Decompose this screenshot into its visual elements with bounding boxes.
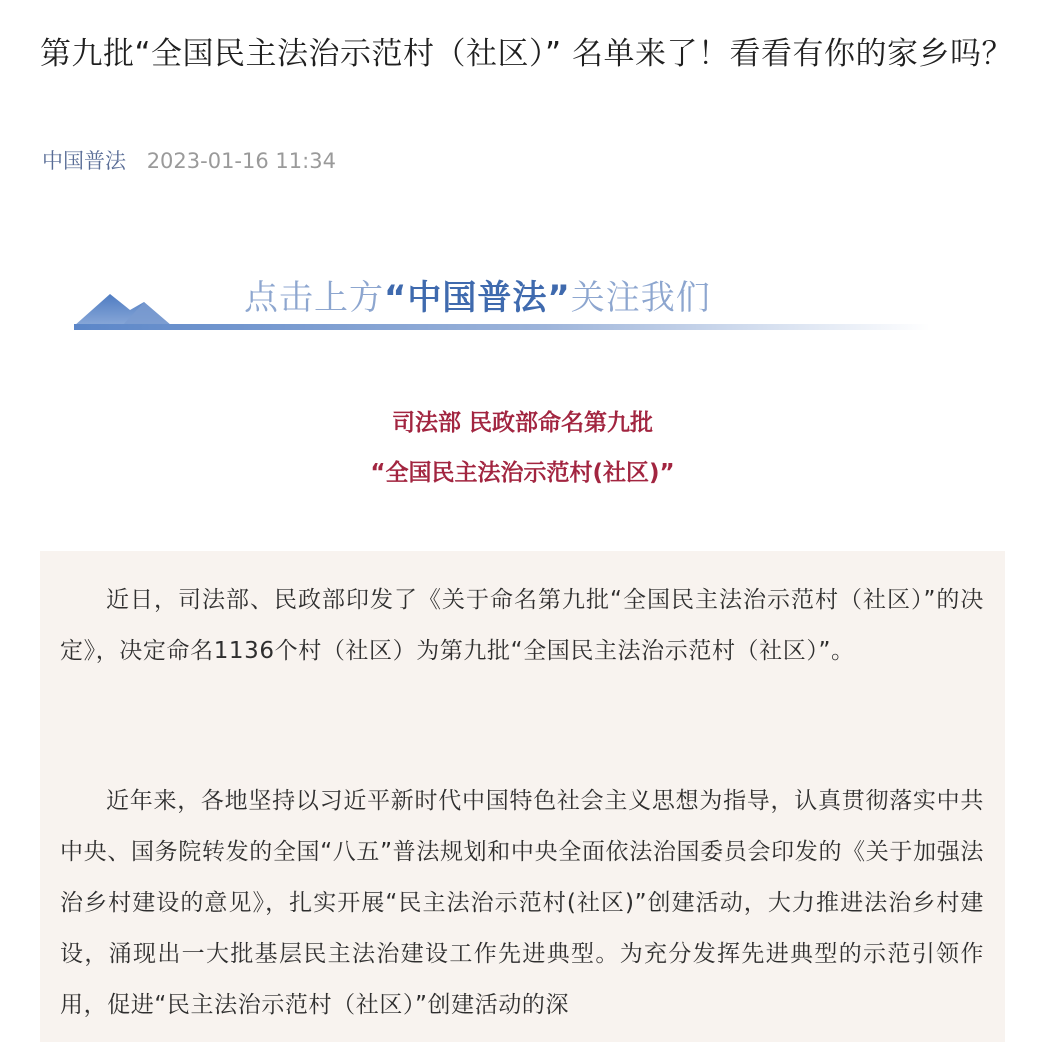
follow-us-text	[244, 276, 711, 320]
article-title: 第九批“全国民主法治示范村（社区）” 名单来了！看看有你的家乡吗？	[40, 36, 1013, 72]
follow-suffix: 关注我们	[570, 278, 711, 318]
article-meta	[42, 147, 336, 175]
banner-underline	[74, 324, 930, 330]
follow-us-banner[interactable]	[72, 268, 932, 336]
subheading-line-1: 司法部 民政部命名第九批	[391, 410, 653, 436]
publish-datetime: 2023-01-16 11:34	[146, 149, 336, 173]
follow-brand: “中国普法”	[384, 278, 571, 318]
subheading-line-2: “全国民主法治示范村(社区)”	[370, 460, 675, 486]
body-paragraph: 近年来，各地坚持以习近平新时代中国特色社会主义思想为指导，认真贯彻落实中共中央、国务院转发的全国“八五”普法规划和中央全面依法治国委员会印发的《关于加强法治乡村建设的意见》，扎实开展“民主法治示范村(社区)”创建活动，大力推进法治乡村建设，涌现出一大批基层民主法治建设工作先进典型。为充分发挥先进典型的示范引领作用，促进“民主法治示范村（社区）”创建活动的深	[60, 788, 984, 1018]
follow-prefix: 点击上方	[244, 278, 384, 318]
body-paragraph: 近日，司法部、民政部印发了《关于命名第九批“全国民主法治示范村（社区）”的决定》，决定命名1136个村（社区）为第九批“全国民主法治示范村（社区）”。	[60, 587, 984, 664]
body-text-box	[40, 551, 1005, 1042]
source-account-link[interactable]: 中国普法	[42, 149, 126, 173]
